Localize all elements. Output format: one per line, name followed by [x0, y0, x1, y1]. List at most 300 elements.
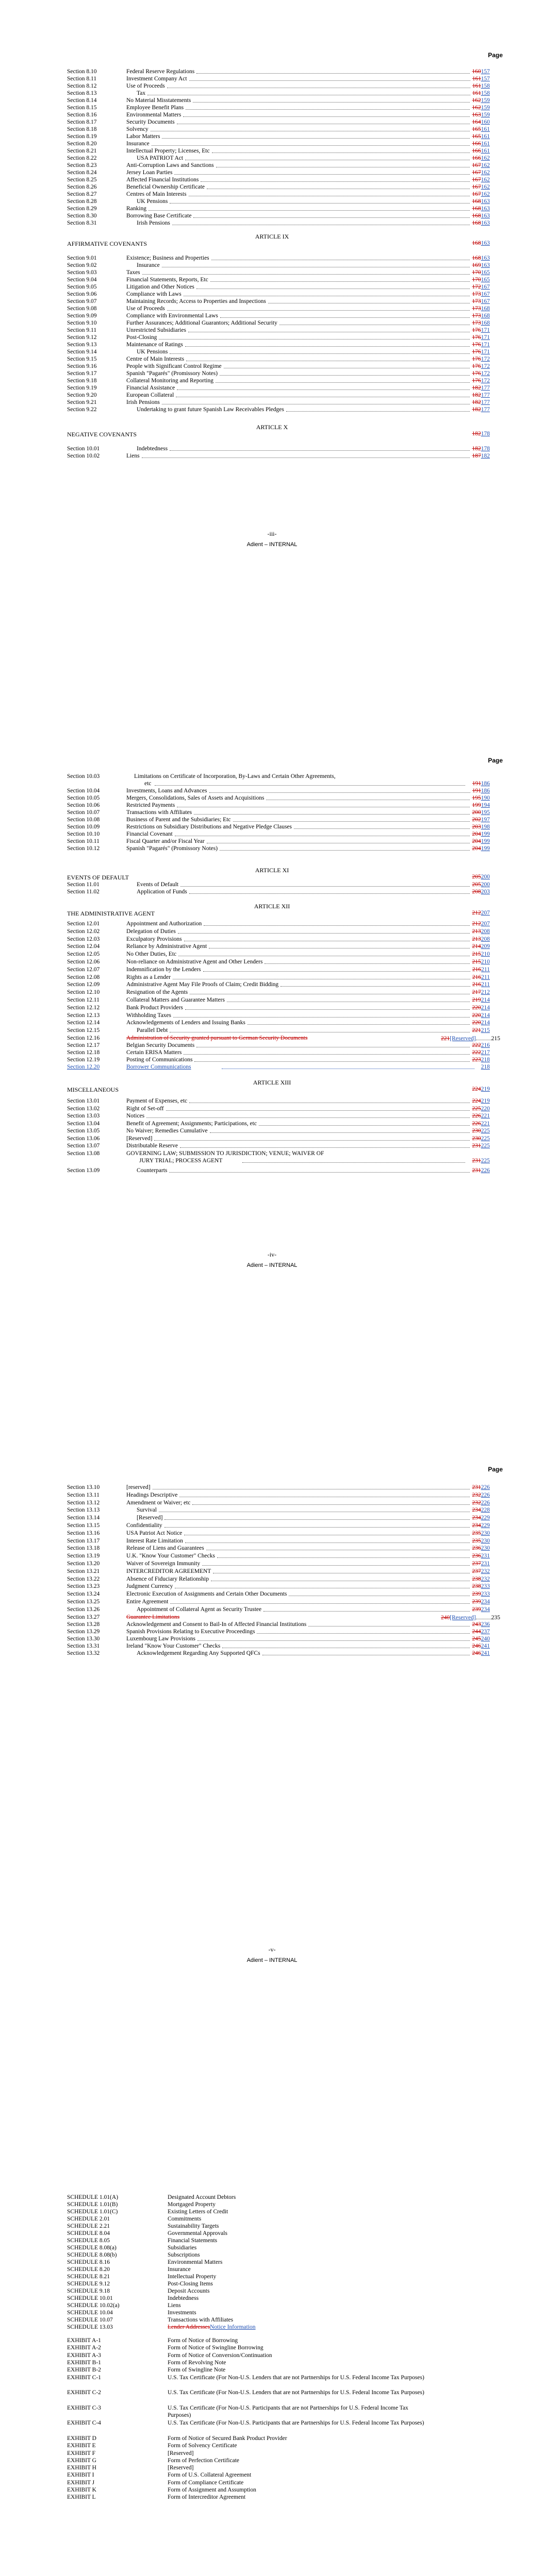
item-description: Indebtedness: [168, 2295, 199, 2301]
section-number: Section 8.26: [67, 184, 97, 190]
section-title: Financial Assistance: [126, 385, 175, 391]
page-ref: 238233: [472, 1583, 490, 1590]
page-ref: 168163: [472, 220, 490, 226]
item-description: [Reserved]: [168, 2450, 194, 2456]
toc-row[interactable]: [67, 845, 490, 852]
section-number: Section 13.25: [67, 1599, 100, 1605]
item-id: EXHIBIT A-2: [67, 2345, 101, 2351]
toc-row[interactable]: [67, 370, 490, 377]
section-number: Section 13.21: [67, 1568, 100, 1574]
section-number: Section 12.15: [67, 1027, 100, 1034]
page-ref: 161158: [472, 90, 490, 96]
section-number: Section 12.18: [67, 1049, 100, 1056]
section-number: Section 13.32: [67, 1650, 100, 1656]
section-number: Section 13.23: [67, 1583, 100, 1590]
section-number: Section 13.17: [67, 1537, 100, 1544]
toc-row[interactable]: [67, 1598, 490, 1605]
section-title: Administrative Agent May File Proofs of Claim; Credit Bidding: [126, 981, 279, 988]
section-title: Labor Matters: [126, 133, 160, 140]
page-ref: 187182: [472, 453, 490, 459]
section-number: Section 9.20: [67, 392, 97, 398]
toc-row[interactable]: [67, 219, 490, 227]
article-title: THE ADMINISTRATIVE AGENT: [67, 910, 155, 917]
section-number: Section 13.30: [67, 1636, 100, 1642]
section-number: Section 8.10: [67, 69, 97, 75]
toc-row[interactable]: [67, 1097, 490, 1105]
section-number: Section 13.15: [67, 1522, 100, 1529]
item-description: Mortgaged Property: [168, 2201, 216, 2208]
item-description: Subscriptions: [168, 2252, 200, 2258]
section-title: UK Pensions: [137, 349, 168, 355]
item-description: U.S. Tax Certificate (For Non-U.S. Lenders that are not Partnerships for U.S. Federal Income Tax Purposes): [168, 2374, 424, 2381]
toc-row[interactable]: [67, 838, 490, 845]
article-heading: ARTICLE XIII: [253, 1079, 291, 1086]
toc-row[interactable]: [67, 255, 490, 262]
toc-row[interactable]: [67, 276, 490, 283]
toc-row[interactable]: [67, 97, 490, 104]
item-description: Investments: [168, 2310, 196, 2316]
section-number: Section 12.02: [67, 928, 100, 935]
page-column-label: Page: [488, 1466, 503, 1473]
section-number: Section 13.29: [67, 1629, 100, 1635]
section-number: Section 13.09: [67, 1167, 100, 1174]
toc-row[interactable]: [67, 1568, 490, 1575]
section-title: Acknowledgements of Lenders and Issuing Banks: [126, 1020, 245, 1026]
toc-row[interactable]: [67, 1583, 490, 1590]
toc-row[interactable]: [67, 936, 490, 943]
toc-row[interactable]: [67, 831, 490, 838]
page-ref: 161158: [472, 83, 490, 89]
page-ref: 235230: [472, 1530, 490, 1536]
section-title: Financial Statements, Reports, Etc: [126, 277, 208, 283]
section-number: Section 13.19: [67, 1553, 100, 1560]
toc-row[interactable]: [67, 981, 490, 988]
toc-row[interactable]: [67, 183, 490, 191]
section-title: Reliance by Administrative Agent: [126, 943, 207, 950]
section-number: Section 13.12: [67, 1499, 100, 1506]
section-number: Section 9.05: [67, 284, 97, 290]
toc-row[interactable]: [67, 327, 490, 334]
toc-row[interactable]: [67, 90, 490, 97]
page-ref: 236231: [472, 1553, 490, 1560]
toc-row[interactable]: [67, 1112, 490, 1120]
toc-row[interactable]: [67, 809, 490, 816]
toc-row[interactable]: [67, 452, 490, 460]
toc-row[interactable]: [67, 1522, 490, 1529]
toc-row[interactable]: [67, 1484, 490, 1491]
page-ref: 168163: [472, 206, 490, 212]
toc-row[interactable]: [67, 920, 490, 927]
section-number: Section 13.11: [67, 1492, 100, 1498]
item-id: EXHIBIT A-3: [67, 2352, 101, 2359]
toc-row[interactable]: [67, 794, 490, 802]
toc-row[interactable]: JURY TRIAL; PROCESS AGENT 231225: [139, 1158, 490, 1164]
section-title: Solvency: [126, 126, 149, 132]
item-id: EXHIBIT G: [67, 2457, 96, 2464]
section-number: Section 8.15: [67, 105, 97, 111]
section-number: Section 9.10: [67, 320, 97, 326]
toc-row[interactable]: [67, 198, 490, 205]
toc-row[interactable]: [67, 802, 490, 809]
page-ref: 204199: [472, 845, 490, 852]
section-title: U.K. "Know Your Customer" Checks: [126, 1553, 215, 1560]
section-number: Section 9.08: [67, 306, 97, 312]
toc-row[interactable]: [67, 1628, 490, 1635]
toc-row[interactable]: [67, 1105, 490, 1112]
toc-row[interactable]: [67, 75, 490, 82]
toc-row[interactable]: [67, 155, 490, 162]
page-ref: 160157: [472, 69, 490, 75]
section-number: Section 9.09: [67, 313, 97, 319]
toc-row[interactable]: [67, 816, 490, 823]
section-title: Compliance with Laws: [126, 291, 182, 297]
article-heading: ARTICLE XI: [255, 867, 289, 874]
item-id: SCHEDULE 10.01: [67, 2295, 113, 2301]
page-ref: 176171: [472, 327, 490, 333]
toc-row[interactable]: [67, 989, 490, 996]
section-title: Application of Funds: [137, 889, 187, 895]
toc-row[interactable]: [67, 1545, 490, 1552]
section-title: Insurance: [137, 262, 160, 268]
section-number: Section 13.24: [67, 1591, 100, 1598]
toc-row[interactable]: [67, 996, 490, 1004]
item-id: EXHIBIT B-2: [67, 2367, 101, 2374]
toc-row[interactable]: [67, 212, 490, 219]
toc-row[interactable]: [67, 1606, 490, 1613]
section-number: Section 13.13: [67, 1507, 100, 1514]
section-title: Compliance with Environmental Laws: [126, 313, 218, 319]
article-title: NEGATIVE COVENANTS: [67, 431, 137, 438]
item-description: Form of Notice of Secured Bank Product Provider: [168, 2435, 287, 2442]
article-title: AFFIRMATIVE COVENANTS: [67, 240, 147, 247]
section-title: Centres of Main Interests: [126, 191, 187, 197]
toc-row[interactable]: [67, 363, 490, 370]
toc-row[interactable]: [67, 1537, 490, 1545]
toc-row[interactable]: [67, 445, 490, 452]
page-ref: 204199: [472, 831, 490, 837]
section-title: Investments, Loans and Advances: [126, 788, 207, 794]
page-ref: 232226: [472, 1492, 490, 1498]
section-number: Section 8.22: [67, 155, 97, 161]
page-ref: 239234: [472, 1599, 490, 1605]
page-ref: 205200: [472, 882, 490, 888]
section-title: Withholding Taxes: [126, 1012, 171, 1019]
section-title: No Waiver; Remedies Cumulative: [126, 1128, 208, 1134]
section-number: Section 13.02: [67, 1105, 100, 1112]
toc-row[interactable]: [67, 1135, 490, 1142]
section-title: Survival: [137, 1507, 157, 1514]
page-ref: 220214: [472, 1004, 490, 1011]
section-number: Section 10.07: [67, 809, 100, 816]
toc-row[interactable]: [67, 319, 490, 327]
section-number: Section 12.08: [67, 974, 100, 980]
item-description: Form of Notice of Swingline Borrowing: [168, 2345, 263, 2351]
section-title: Acknowledgement and Consent to Bail-In of Affected Financial Institutions: [126, 1621, 307, 1628]
toc-row[interactable]: [67, 1127, 490, 1134]
item-id: EXHIBIT C-3: [67, 2404, 101, 2411]
toc-row[interactable]: [67, 111, 490, 118]
toc-row[interactable]: [67, 1642, 490, 1650]
section-number: Section 9.13: [67, 342, 97, 348]
section-title: Benefit of Agreement; Assignments; Participations, etc: [126, 1120, 257, 1127]
section-number: Section 10.08: [67, 817, 100, 823]
page-ref: 215210: [472, 951, 490, 958]
article-heading: ARTICLE XII: [254, 903, 290, 910]
section-number: Section 9.03: [67, 269, 97, 276]
toc-row[interactable]: Section 12.20 Borrower Communications 218: [67, 1064, 490, 1070]
toc-row[interactable]: [67, 298, 490, 305]
toc-row[interactable]: [67, 1049, 490, 1056]
toc-row[interactable]: [67, 162, 490, 169]
toc-row[interactable]: [67, 1506, 490, 1514]
toc-row[interactable]: [67, 1560, 490, 1567]
toc-row[interactable]: [67, 406, 490, 413]
section-title: Use of Proceeds: [126, 306, 165, 312]
page-ref: 168163: [472, 213, 490, 219]
toc-page-1: [0, 0, 544, 703]
toc-row[interactable]: [67, 943, 490, 950]
section-title: Undertaking to grant future Spanish Law Receivables Pledges: [137, 406, 284, 413]
page-ref: 182177: [472, 406, 490, 413]
item-id: SCHEDULE 8.04: [67, 2230, 110, 2236]
toc-row[interactable]: [67, 104, 490, 111]
toc-row[interactable]: [67, 1590, 490, 1598]
item-description: Designated Account Debtors: [168, 2194, 236, 2200]
section-number: Section 13.05: [67, 1128, 100, 1134]
item-id: EXHIBIT B-1: [67, 2359, 101, 2366]
classification-label: Adient – INTERNAL: [246, 1262, 298, 1268]
section-title: Irish Pensions: [137, 220, 170, 226]
section-title: Ranking: [126, 206, 146, 212]
section-title: Exculpatory Provisions: [126, 936, 182, 942]
section-title: Headings Descriptive: [126, 1492, 178, 1498]
page-ref: 216211: [472, 981, 490, 988]
item-id: SCHEDULE 9.18: [67, 2288, 110, 2294]
section-number: Section 8.25: [67, 177, 97, 183]
section-title: People with Significant Control Regime: [126, 363, 222, 369]
toc-row[interactable]: [67, 1635, 490, 1642]
section-title: Posting of Communications: [126, 1057, 193, 1063]
toc-row[interactable]: [67, 888, 490, 895]
page-ref: 224219: [472, 1098, 490, 1104]
section-title: Counterparts: [137, 1167, 168, 1174]
section-number: Section 9.01: [67, 255, 97, 261]
toc-row[interactable]: [67, 1552, 490, 1560]
toc-row[interactable]: [67, 958, 490, 965]
section-title: INTERCREDITOR AGREEMENT: [126, 1568, 211, 1574]
section-number: Section 9.14: [67, 349, 97, 355]
toc-row[interactable]: [67, 126, 490, 133]
page-ref: 162159: [472, 105, 490, 111]
page-ref: 176172: [472, 370, 490, 377]
section-number: Section 9.21: [67, 399, 97, 405]
item-description: Form of Compliance Certificate: [168, 2479, 244, 2486]
article-heading: ARTICLE IX: [255, 233, 289, 240]
toc-row[interactable]: [67, 205, 490, 212]
page-ref: 167162: [472, 170, 490, 176]
toc-row[interactable]: [67, 1019, 490, 1026]
section-title: [Reserved]: [126, 1135, 153, 1142]
page-ref: 223218: [472, 1057, 490, 1063]
page-ref: 237231: [472, 1561, 490, 1567]
section-number: Section 12.07: [67, 966, 100, 973]
toc-row[interactable]: [67, 928, 490, 935]
page-ref: 231225: [472, 1158, 490, 1164]
section-number: Section 9.15: [67, 356, 97, 362]
section-number: Section 13.22: [67, 1575, 100, 1582]
section-number: Section 8.12: [67, 83, 97, 89]
section-title: Collateral Monitoring and Reporting: [126, 378, 213, 384]
toc-row[interactable]: [67, 823, 490, 831]
section-number: Section 8.28: [67, 198, 97, 205]
toc-row[interactable]: [67, 1056, 490, 1063]
toc-row[interactable]: [67, 1575, 490, 1583]
page-ref: 234228: [472, 1507, 490, 1514]
toc-row[interactable]: [67, 1027, 490, 1034]
toc-row[interactable]: Section 13.08 GOVERNING LAW; SUBMISSION TO JURISDICTION; VENUE; WAIVER OF: [67, 1150, 324, 1157]
item-id: SCHEDULE 10.02(a): [67, 2302, 120, 2309]
page-ref: 173168: [472, 306, 490, 312]
section-title: Beneficial Ownership Certificate: [126, 184, 205, 190]
section-number: Section 13.20: [67, 1561, 100, 1567]
section-title: Rights as a Lender: [126, 974, 171, 980]
section-title: Indemnification by the Lenders: [126, 966, 201, 973]
section-number: Section 13.10: [67, 1484, 100, 1490]
toc-row[interactable]: [67, 951, 490, 958]
section-title: Jersey Loan Parties: [126, 170, 173, 176]
toc-row[interactable]: Section 13.27 Guarantee Limitations 240[Reserved] 235: [67, 1614, 500, 1621]
section-title: Security Documents: [126, 119, 175, 125]
toc-row[interactable]: [67, 392, 490, 399]
page-number: -v-: [268, 1946, 276, 1953]
item-id: SCHEDULE 9.12: [67, 2281, 110, 2287]
toc-row[interactable]: [67, 348, 490, 355]
toc-row[interactable]: [67, 974, 490, 981]
toc-row[interactable]: [67, 377, 490, 384]
page-ref: 214209: [472, 943, 490, 950]
page-ref: 221215: [472, 1027, 490, 1034]
page-ref: 182178: [472, 446, 490, 452]
page-ref: 195190: [472, 795, 490, 801]
toc-row[interactable]: [67, 269, 490, 276]
toc-row[interactable]: [67, 384, 490, 392]
section-title: [Reserved]: [137, 1515, 163, 1521]
section-number: Section 10.09: [67, 824, 100, 830]
section-title: Non-reliance on Administrative Agent and Other Lenders: [126, 959, 263, 965]
section-number: Section 8.24: [67, 170, 97, 176]
toc-row[interactable]: [67, 68, 490, 75]
page-number: -iii-: [267, 530, 277, 537]
toc-row[interactable]: [67, 283, 490, 291]
page-ref: 226221: [472, 1113, 490, 1119]
page-ref: 164160: [472, 119, 490, 125]
toc-row[interactable]: [67, 169, 490, 176]
section-title: Tax: [137, 90, 146, 96]
page-ref: 243236: [472, 1621, 490, 1628]
page-ref: 232226: [472, 1499, 490, 1506]
section-number: Section 10.05: [67, 795, 100, 801]
toc-row[interactable]: [67, 1142, 490, 1149]
toc-row[interactable]: Section 10.03 Limitations on Certificate of Incorporation, By-Laws and Certain Other Agreements,: [67, 773, 336, 779]
toc-row[interactable]: [67, 305, 490, 312]
toc-row[interactable]: [67, 341, 490, 348]
item-id: EXHIBIT F: [67, 2450, 96, 2456]
section-title: Financial Covenant: [126, 831, 173, 837]
section-number: Section 8.11: [67, 76, 97, 82]
toc-row[interactable]: [67, 1120, 490, 1127]
toc-row[interactable]: [67, 787, 490, 794]
page-ref: 169163: [472, 262, 490, 268]
toc-row[interactable]: etc 191186: [144, 781, 490, 787]
section-number: Section 8.17: [67, 119, 97, 125]
section-title: Waiver of Sovereign Immunity: [126, 1561, 201, 1567]
toc-row[interactable]: [67, 176, 490, 183]
section-title: Acknowledgement Regarding Any Supported QFCs: [137, 1650, 260, 1656]
toc-row[interactable]: [67, 191, 490, 198]
section-title: Existence; Business and Properties: [126, 255, 209, 261]
toc-row[interactable]: [67, 1621, 490, 1628]
toc-row[interactable]: [67, 399, 490, 406]
toc-row[interactable]: [67, 334, 490, 341]
toc-row[interactable]: [67, 1650, 490, 1657]
toc-row[interactable]: [67, 82, 490, 90]
toc-row[interactable]: [67, 140, 490, 147]
page-ref: 166162: [472, 155, 490, 161]
toc-row[interactable]: [67, 355, 490, 363]
item-id: EXHIBIT D: [67, 2435, 96, 2442]
page-ref: 173168: [472, 320, 490, 326]
toc-row[interactable]: [67, 1167, 490, 1174]
toc-row[interactable]: [67, 312, 490, 319]
toc-row[interactable]: [67, 1499, 490, 1506]
toc-row[interactable]: [67, 147, 490, 155]
section-title: Bank Product Providers: [126, 1004, 183, 1011]
section-title: Fiscal Quarter and/or Fiscal Year: [126, 838, 205, 844]
section-number: Section 10.02: [67, 453, 100, 459]
page-ref: 240[Reserved] 235: [441, 1615, 500, 1621]
section-title: Environmental Matters: [126, 112, 182, 118]
section-title: Absence of Fiduciary Relationship: [126, 1575, 209, 1582]
toc-row[interactable]: [67, 966, 490, 973]
toc-row[interactable]: Section 12.16 Administration of Security granted pursuant to German Security Documents 221[Reserved] 215: [67, 1035, 500, 1042]
toc-row[interactable]: [67, 1530, 490, 1537]
toc-row[interactable]: [67, 118, 490, 126]
item-description: Financial Statements: [168, 2238, 218, 2244]
section-title: Parallel Debt: [137, 1027, 168, 1034]
toc-row[interactable]: [67, 291, 490, 298]
toc-row[interactable]: [67, 881, 490, 888]
item-id: EXHIBIT H: [67, 2465, 96, 2471]
section-number: Section 12.11: [67, 997, 100, 1003]
toc-row[interactable]: [67, 1492, 490, 1499]
page-ref: 213208: [472, 936, 490, 942]
section-number: Section 12.05: [67, 951, 100, 958]
toc-row[interactable]: [67, 1514, 490, 1521]
toc-row[interactable]: [67, 1042, 490, 1049]
item-description: Form of Notice of Borrowing: [168, 2337, 238, 2344]
section-title: Investment Company Act: [126, 76, 187, 82]
item-id: SCHEDULE 2.01: [67, 2216, 110, 2222]
item-description: [Reserved]: [168, 2465, 194, 2471]
toc-row[interactable]: [67, 1004, 490, 1011]
page-ref: 246241: [472, 1650, 490, 1656]
toc-row[interactable]: [67, 262, 490, 269]
toc-row[interactable]: [67, 1012, 490, 1019]
toc-row[interactable]: [67, 133, 490, 140]
page-ref: 200195: [472, 809, 490, 816]
section-title: Interest Rate Limitation: [126, 1537, 183, 1544]
section-number: Section 10.12: [67, 845, 100, 852]
